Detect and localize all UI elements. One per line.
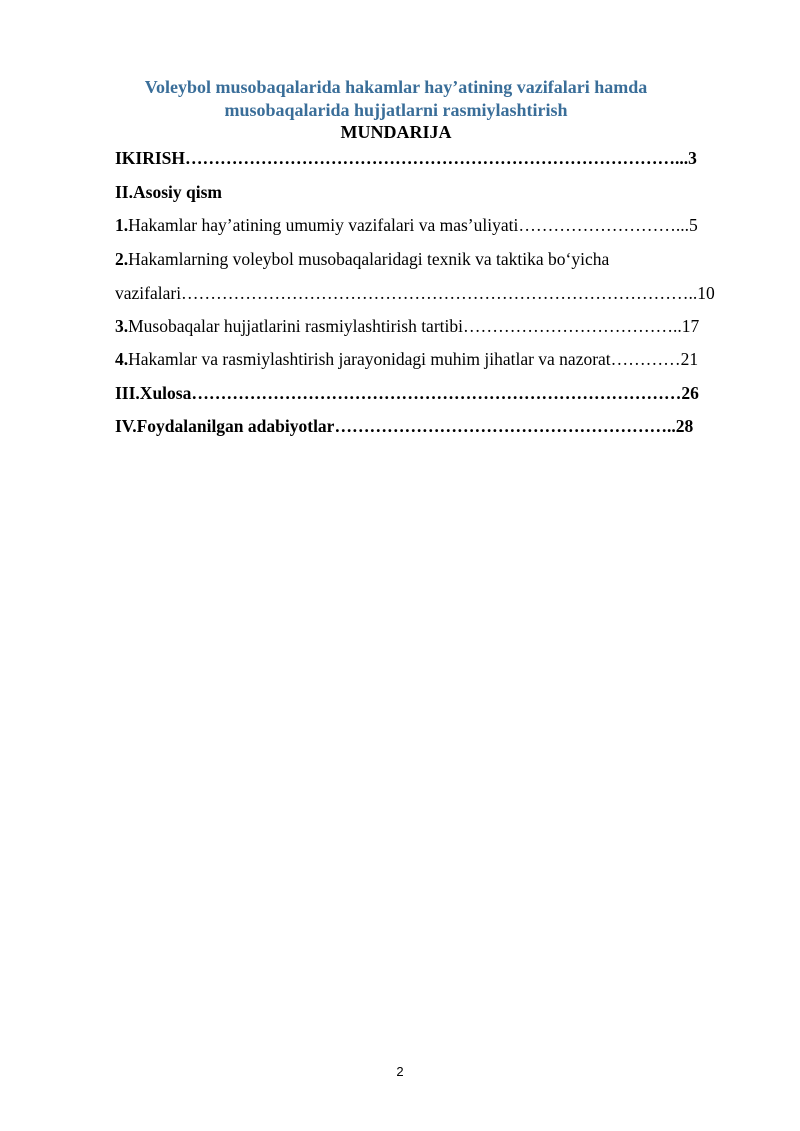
toc-entry-3-text: Musobaqalar hujjatlarini rasmiylashtirish tartibi………………………………..17	[128, 316, 700, 336]
toc-entry-conclusion: III.Xulosa…………………………………………………………………………26	[115, 383, 699, 403]
toc-entry-intro: IKIRISH…………………………………………………………………………...3	[115, 148, 697, 168]
toc-entry-1-number: 1.	[115, 215, 129, 235]
toc-entry-4	[115, 347, 741, 371]
toc-entry-4-text: Hakamlar va rasmiylashtirish jarayonidagi muhim jihatlar va nazorat…………21	[128, 349, 699, 369]
toc-entry-1-text: Hakamlar hay’atining umumiy vazifalari va mas’uliyati………………………...5	[128, 215, 698, 235]
toc-entry-2	[115, 247, 741, 271]
toc-entry-references: IV.Foydalanilgan adabiyotlar…………………………………………………..28	[115, 416, 694, 436]
toc-entry-2-number: 2.	[115, 249, 129, 269]
document-title-line-1: Voleybol musobaqalarida hakamlar hay’atining vazifalari hamda	[144, 77, 648, 97]
toc-entry-1	[115, 213, 741, 237]
toc-entry-3	[115, 314, 741, 338]
page-number: 2	[396, 1064, 404, 1079]
toc-entry-2-continuation: vazifalari……………………………………………………………………………..10	[115, 283, 715, 303]
toc-heading: MUNDARIJA	[340, 122, 452, 142]
toc-entry-main-part: II.Asosiy qism	[115, 182, 222, 202]
document-title-line-2: musobaqalarida hujjatlarni rasmiylashtirish	[224, 100, 568, 120]
toc-entry-2-text-line-1: Hakamlarning voleybol musobaqalaridagi texnik va taktika bo‘yicha	[128, 249, 610, 269]
toc-entry-4-number: 4.	[115, 349, 129, 369]
toc-entry-3-number: 3.	[115, 316, 129, 336]
